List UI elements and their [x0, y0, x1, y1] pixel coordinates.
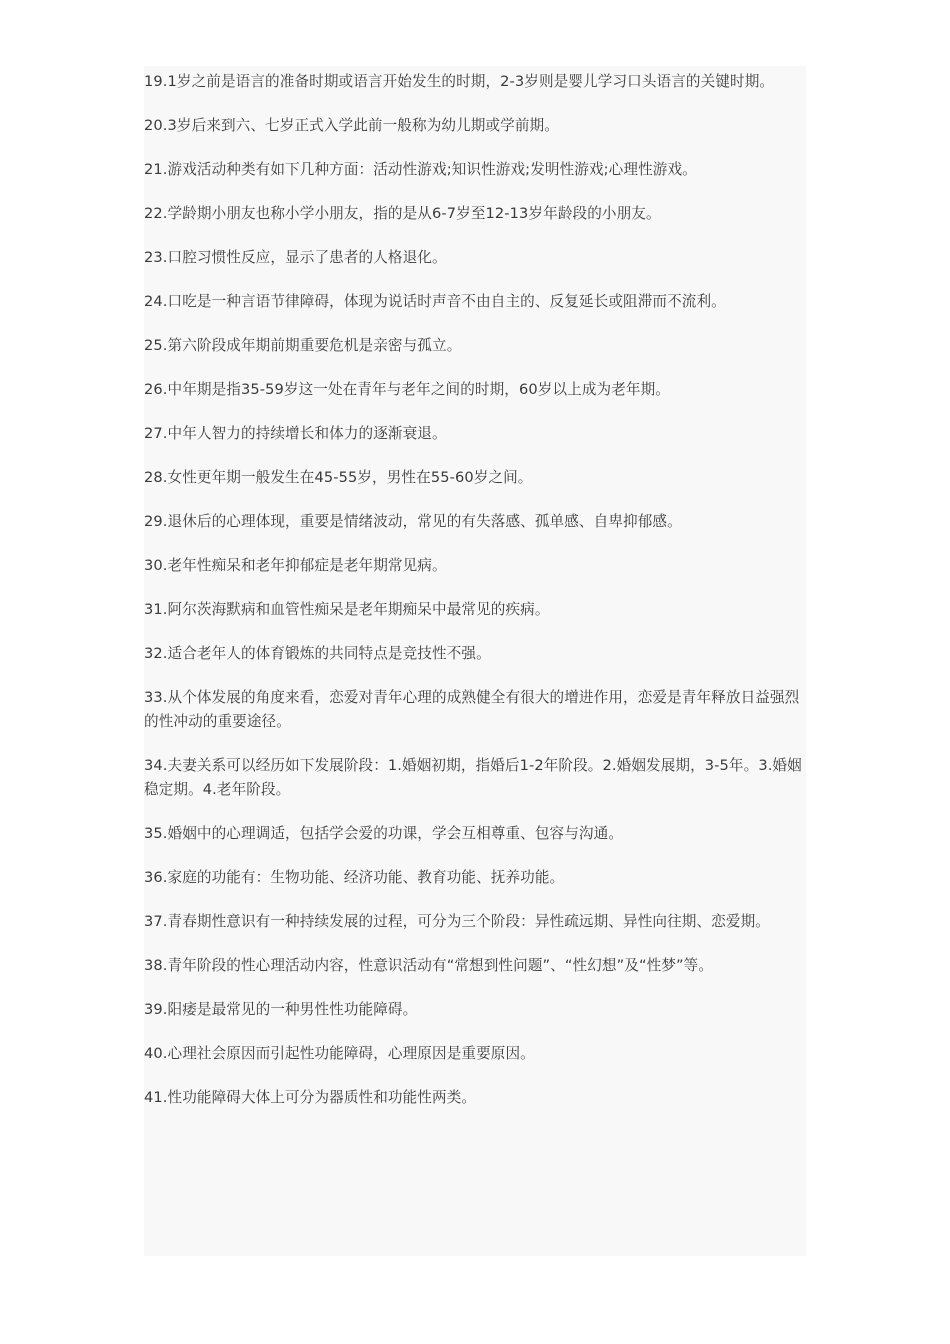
list-item: 31.阿尔茨海默病和血管性痴呆是老年期痴呆中最常见的疾病。: [144, 601, 550, 618]
list-item: 41.性功能障碍大体上可分为器质性和功能性两类。: [144, 1089, 477, 1106]
list-item: 34.夫妻关系可以经历如下发展阶段：1.婚姻初期，指婚后1-2年阶段。2.婚姻发展期，3-5年。3.婚姻稳定期。4.老年阶段。: [144, 757, 802, 798]
list-item: 22.学龄期小朋友也称小学小朋友，指的是从6-7岁至12-13岁年龄段的小朋友。: [144, 205, 661, 222]
document-content: [144, 66, 806, 1256]
list-item: 26.中年期是指35-59岁这一处在青年与老年之间的时期，60岁以上成为老年期。: [144, 381, 670, 398]
list-item: 39.阳痿是最常见的一种男性性功能障碍。: [144, 1001, 418, 1018]
list-item: 33.从个体发展的角度来看，恋爱对青年心理的成熟健全有很大的增进作用，恋爱是青年释放日益强烈的性冲动的重要途径。: [144, 689, 800, 730]
list-item: 32.适合老年人的体育锻炼的共同特点是竞技性不强。: [144, 645, 491, 662]
list-item: 36.家庭的功能有：生物功能、经济功能、教育功能、抚养功能。: [144, 869, 565, 886]
list-item: 21.游戏活动种类有如下几种方面：活动性游戏;知识性游戏;发明性游戏;心理性游戏。: [144, 161, 697, 178]
list-item: 35.婚姻中的心理调适，包括学会爱的功课，学会互相尊重、包容与沟通。: [144, 825, 624, 842]
list-item: 23.口腔习惯性反应，显示了患者的人格退化。: [144, 249, 447, 266]
list-item: 28.女性更年期一般发生在45-55岁，男性在55-60岁之间。: [144, 469, 533, 486]
list-item: 20.3岁后来到六、七岁正式入学此前一般称为幼儿期或学前期。: [144, 117, 559, 134]
list-item: 24.口吃是一种言语节律障碍，体现为说话时声音不由自主的、反复延长或阻滞而不流利。: [144, 293, 726, 310]
list-item: 37.青春期性意识有一种持续发展的过程，可分为三个阶段：异性疏远期、异性向往期、恋爱期。: [144, 913, 770, 930]
list-item: 19.1岁之前是语言的准备时期或语言开始发生的时期，2-3岁则是婴儿学习口头语言的关键时期。: [144, 73, 775, 90]
list-item: 27.中年人智力的持续增长和体力的逐渐衰退。: [144, 425, 447, 442]
list-item: 40.心理社会原因而引起性功能障碍，心理原因是重要原因。: [144, 1045, 535, 1062]
list-item: 38.青年阶段的性心理活动内容，性意识活动有“常想到性问题”、“性幻想”及“性梦”等。: [144, 957, 714, 974]
list-item: 29.退休后的心理体现，重要是情绪波动，常见的有失落感、孤单感、自卑抑郁感。: [144, 513, 682, 530]
list-item: 30.老年性痴呆和老年抑郁症是老年期常见病。: [144, 557, 447, 574]
list-item: 25.第六阶段成年期前期重要危机是亲密与孤立。: [144, 337, 462, 354]
